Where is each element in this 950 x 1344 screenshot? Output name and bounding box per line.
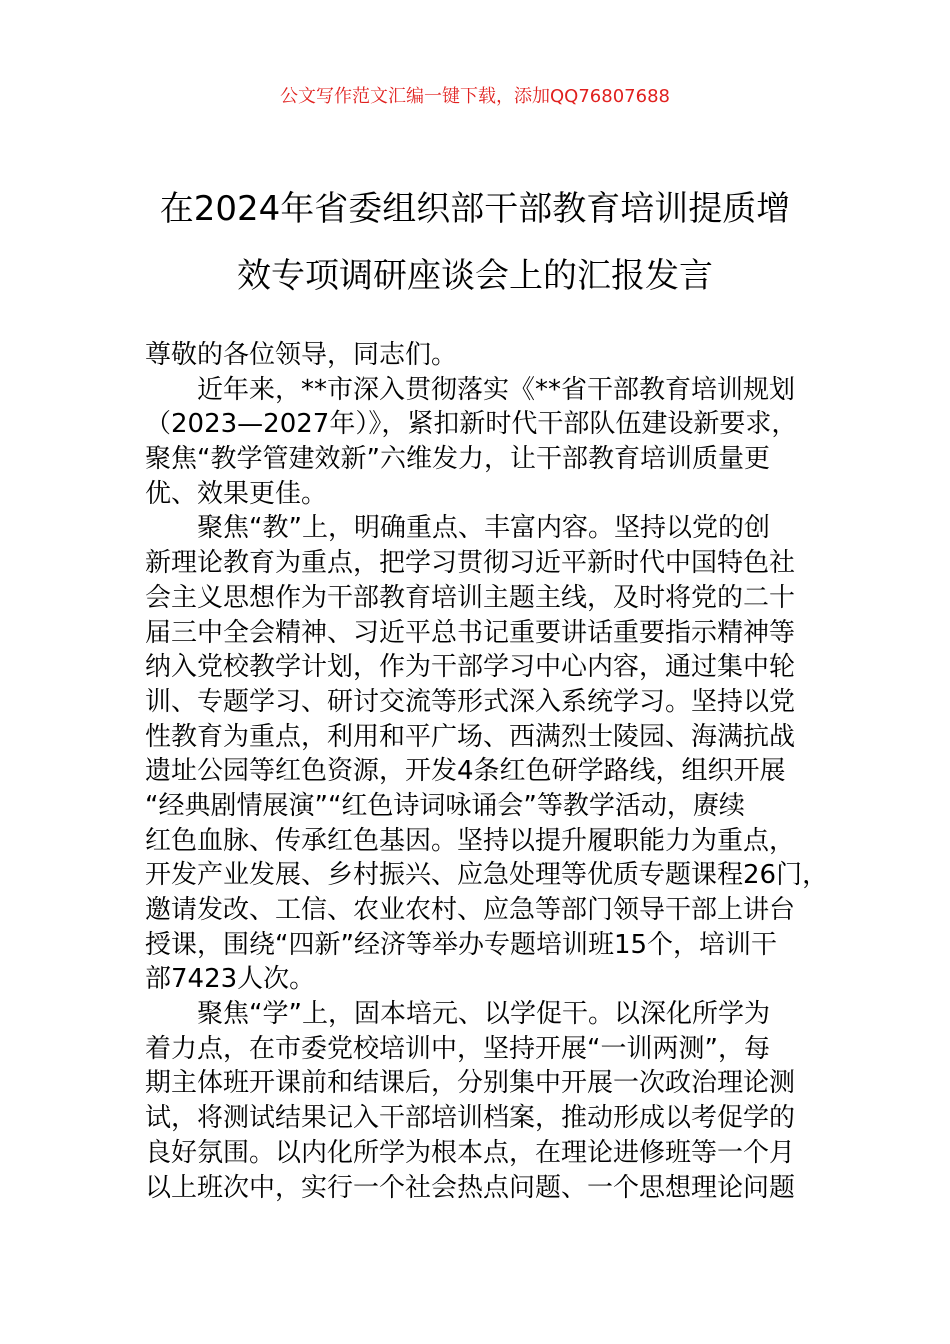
title-line: 在2024年省委组织部干部教育培训提质增 bbox=[159, 189, 791, 229]
text-line: 聚焦“教”上，明确重点、丰富内容。坚持以党的创 bbox=[197, 513, 770, 544]
text-line: （2023—2027年）》，紧扣新时代干部队伍建设新要求， bbox=[145, 409, 798, 440]
text-line: 着力点，在市委党校培训中，坚持开展“一训两测”，每 bbox=[145, 1033, 770, 1064]
paragraph bbox=[145, 373, 835, 512]
text-line: 部7423人次。 bbox=[145, 964, 316, 995]
text-line: 纳入党校教学计划，作为干部学习中心内容，通过集中轮 bbox=[145, 652, 796, 683]
text-line: 邀请发改、工信、农业农村、应急等部门领导干部上讲台 bbox=[145, 895, 796, 925]
text-line: 以上班次中，实行一个社会热点问题、一个思想理论问题 bbox=[145, 1172, 796, 1203]
text-line: 届三中全会精神、习近平总书记重要讲话重要指示精神等 bbox=[145, 617, 796, 648]
text-line: 授课，围绕“四新”经济等举办专题培训班15个，培训干 bbox=[145, 929, 778, 960]
salutation bbox=[145, 338, 835, 373]
paragraph bbox=[145, 511, 835, 997]
text-line: 红色血脉、传承红色基因。坚持以提升履职能力为重点， bbox=[145, 825, 796, 856]
download-watermark-header: 公文写作范文汇编一键下载，添加QQ76807688 bbox=[280, 86, 670, 107]
document-body bbox=[145, 338, 835, 1205]
text-line: 期主体班开课前和结课后，分别集中开展一次政治理论测 bbox=[145, 1068, 796, 1099]
text-line: 性教育为重点，利用和平广场、西满烈士陵园、海满抗战 bbox=[145, 721, 796, 752]
text-line: 新理论教育为重点，把学习贯彻习近平新时代中国特色社 bbox=[145, 548, 796, 579]
text-line: 训、专题学习、研讨交流等形式深入系统学习。坚持以党 bbox=[145, 686, 796, 717]
text-line: 遗址公园等红色资源，开发4条红色研学路线，组织开展 bbox=[145, 756, 786, 787]
text-line: 尊敬的各位领导，同志们。 bbox=[145, 340, 458, 370]
text-line: 良好氛围。以内化所学为根本点，在理论进修班等一个月 bbox=[145, 1137, 796, 1168]
text-line: 试，将测试结果记入干部培训档案，推动形成以考促学的 bbox=[145, 1103, 796, 1134]
text-line: 开发产业发展、乡村振兴、应急处理等优质专题课程26门， bbox=[145, 860, 829, 891]
text-line: 近年来，**市深入贯彻落实《**省干部教育培训规划 bbox=[197, 374, 796, 405]
document-title bbox=[0, 176, 950, 310]
text-line: “经典剧情展演”“红色诗词咏诵会”等教学活动，赓续 bbox=[145, 790, 745, 821]
title-line: 效专项调研座谈会上的汇报发言 bbox=[237, 256, 713, 296]
paragraph bbox=[145, 997, 835, 1205]
text-line: 会主义思想作为干部教育培训主题主线，及时将党的二十 bbox=[145, 582, 796, 613]
text-line: 聚焦“学”上，固本培元、以学促干。以深化所学为 bbox=[197, 999, 770, 1030]
text-line: 聚焦“教学管建效新”六维发力，让干部教育培训质量更 bbox=[145, 444, 770, 475]
text-line: 优、效果更佳。 bbox=[145, 478, 328, 509]
